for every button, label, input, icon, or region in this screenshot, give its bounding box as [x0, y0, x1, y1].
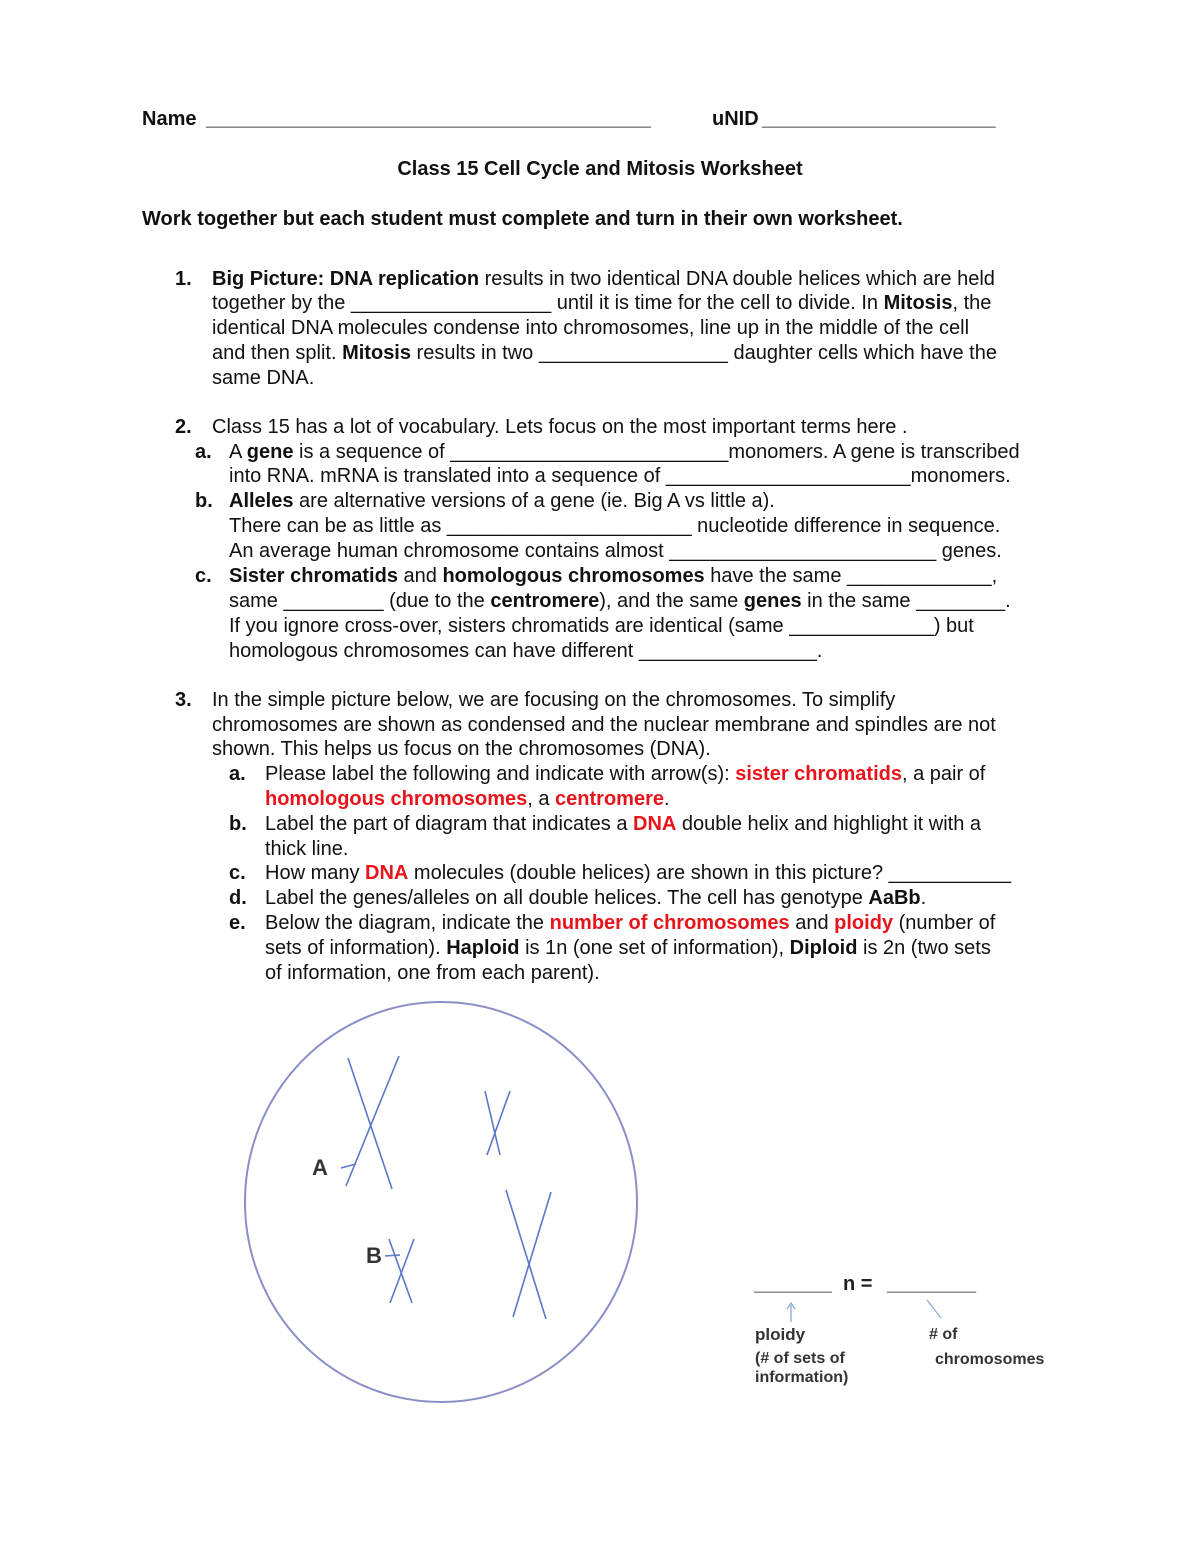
q1-line3: identical DNA molecules condense into chromosomes, line up in the middle of the cell — [212, 317, 970, 339]
q3c-blank[interactable]: ___________ — [888, 862, 1011, 884]
q3-line3: shown. This helps us focus on the chromosomes (DNA). — [212, 738, 711, 760]
ploidy-sub-1: (# of sets of — [755, 1350, 845, 1367]
q3b-line1: Label the part of diagram that indicates a DNA double helix and highlight it with a — [265, 813, 982, 835]
q3c-line1: How many DNA molecules (double helices) are shown in this picture? ___________ — [265, 862, 1011, 884]
q3b-line2: thick line. — [265, 838, 349, 860]
q1-blank-1[interactable]: __________________ — [350, 292, 552, 314]
chromatid-4a — [389, 1239, 412, 1303]
q2c-line3: If you ignore cross-over, sisters chromatids are identical (same _____________) but — [229, 615, 974, 637]
chromosomes-label-1: # of — [929, 1326, 958, 1343]
q3-number: 3. — [175, 689, 192, 711]
q2a-blank-2[interactable]: ______________________ — [665, 465, 911, 487]
q2c-line4: homologous chromosomes can have different ________________. — [229, 640, 823, 662]
q2a-line1: A gene is a sequence of _________________________monomers. A gene is transcribed — [229, 441, 1020, 463]
q2b-blank-1[interactable]: ______________________ — [446, 515, 692, 537]
q3c-letter: c. — [229, 862, 246, 884]
chromatid-1a — [348, 1058, 392, 1189]
q3d-line1: Label the genes/alleles on all double helices. The cell has genotype AaBb. — [265, 887, 927, 909]
q2b-line1: Alleles are alternative versions of a gene (ie. Big A vs little a). — [229, 490, 775, 512]
chromosomes-blank[interactable]: ________ — [887, 1273, 976, 1295]
name-field[interactable]: ________________________________________ — [206, 108, 651, 130]
q2b-line3: An average human chromosome contains almost ________________________ genes. — [229, 540, 1002, 562]
q3-line2: chromosomes are shown as condensed and the nuclear membrane and spindles are not — [212, 714, 996, 736]
q2c-blank-5[interactable]: ________________ — [638, 640, 817, 662]
instructions: Work together but each student must complete and turn in their own worksheet. — [142, 208, 903, 230]
q1-blank-2[interactable]: _________________ — [538, 342, 728, 364]
q2c-line1: Sister chromatids and homologous chromosomes have the same _____________, — [229, 565, 998, 587]
q2c-line2: same _________ (due to the centromere), and the same genes in the same ________. — [229, 590, 1011, 612]
unid-field[interactable]: _____________________ — [762, 108, 996, 130]
q2c-blank-3[interactable]: ________ — [916, 590, 1006, 612]
q2a-line2: into RNA. mRNA is translated into a sequence of ______________________monomers. — [229, 465, 1011, 487]
q3e-line2: sets of information). Haploid is 1n (one set of information), Diploid is 2n (two sets — [265, 937, 991, 959]
q1-number: 1. — [175, 268, 192, 290]
q3e-letter: e. — [229, 912, 246, 934]
q1-line4: and then split. Mitosis results in two _________________ daughter cells which have the — [212, 342, 997, 364]
q2b-blank-2[interactable]: ________________________ — [669, 540, 937, 562]
name-label: Name — [142, 108, 197, 130]
chromatid-3b — [513, 1192, 551, 1317]
q2c-blank-1[interactable]: _____________ — [847, 565, 992, 587]
q2a-blank-1[interactable]: _________________________ — [450, 441, 729, 463]
chromatid-4b — [390, 1239, 414, 1303]
ploidy-sub-2: information) — [755, 1369, 849, 1386]
unid-label: uNID — [712, 108, 759, 130]
ploidy-label: ploidy — [755, 1325, 806, 1344]
q2c-letter: c. — [195, 565, 212, 587]
chromatid-3a — [506, 1190, 546, 1319]
cell-membrane — [245, 1002, 637, 1402]
q3a-letter: a. — [229, 763, 246, 785]
q3-line1: In the simple picture below, we are focusing on the chromosomes. To simplify — [212, 689, 896, 711]
q2b-line2: There can be as little as ______________________ nucleotide difference in sequence. — [229, 515, 1001, 537]
label-b: B — [366, 1243, 382, 1268]
ploidy-blank[interactable]: _______ — [754, 1273, 832, 1295]
q1-line5: same DNA. — [212, 367, 315, 389]
label-b-pointer — [385, 1255, 400, 1256]
q3e-line1: Below the diagram, indicate the number of chromosomes and ploidy (number of — [265, 912, 996, 934]
q1-line2: together by the __________________ until it is time for the cell to divide. In Mitosis, the — [212, 292, 992, 314]
q2b-letter: b. — [195, 490, 213, 512]
q3b-letter: b. — [229, 813, 247, 835]
chromosomes-label-2: chromosomes — [935, 1351, 1045, 1368]
q3a-line1: Please label the following and indicate with arrow(s): sister chromatids, a pair of — [265, 763, 986, 785]
q3e-line3: of information, one from each parent). — [265, 962, 600, 984]
formula-n-equals: n = — [843, 1273, 873, 1295]
q1-line1: Big Picture: DNA replication results in two identical DNA double helices which are held — [212, 268, 995, 290]
label-a: A — [312, 1155, 328, 1180]
q2c-blank-4[interactable]: _____________ — [789, 615, 934, 637]
q2a-letter: a. — [195, 441, 212, 463]
q3d-letter: d. — [229, 887, 247, 909]
page-title: Class 15 Cell Cycle and Mitosis Worksheet — [397, 158, 803, 180]
q2-intro: Class 15 has a lot of vocabulary. Lets focus on the most important terms here . — [212, 416, 908, 438]
q2-number: 2. — [175, 416, 192, 438]
chromosomes-arrow — [927, 1300, 941, 1318]
q2c-blank-2[interactable]: _________ — [283, 590, 384, 612]
q3a-line2: homologous chromosomes, a centromere. — [265, 788, 670, 810]
